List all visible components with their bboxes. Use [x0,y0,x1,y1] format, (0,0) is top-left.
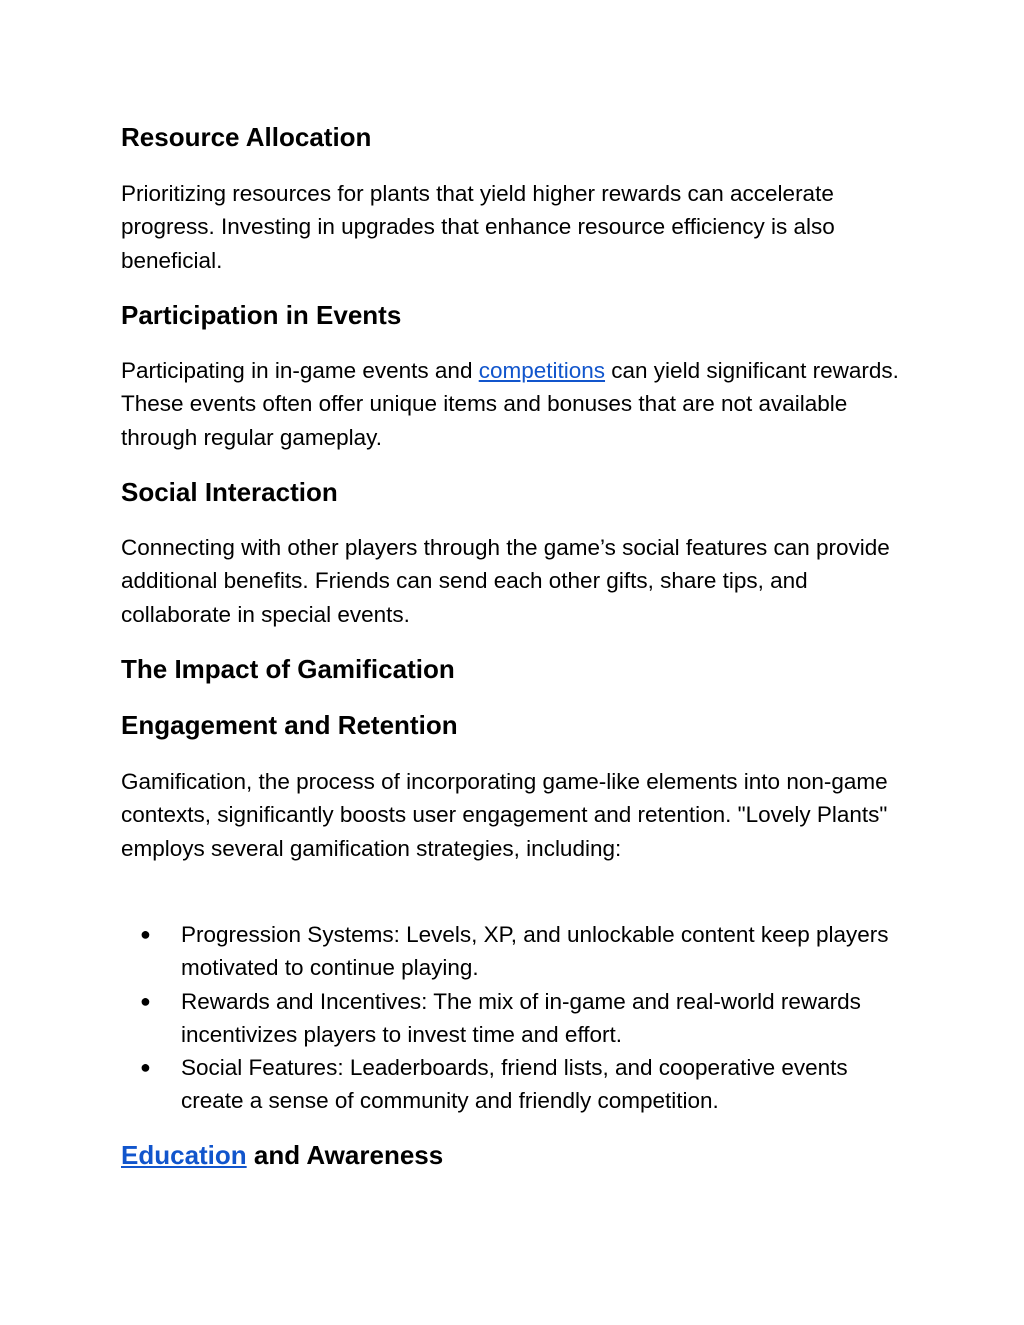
list-item-text: Social Features: Leaderboards, friend lists, and cooperative events create a sense of community and friendly competition. [181,1055,848,1114]
education-link[interactable]: Education [121,1140,247,1170]
list-item-text: Progression Systems: Levels, XP, and unlockable content keep players motivated to continue playing. [181,922,889,981]
heading-education-awareness [121,1138,443,1172]
paragraph-text-before-link: Participating in in-game events and [121,358,479,383]
heading-resource-allocation: Resource Allocation [121,122,372,152]
heading-impact-gamification: The Impact of Gamification [121,654,455,684]
gamification-strategies-list [121,918,911,1118]
bullet-icon: ● [140,1057,151,1078]
heading-participation-events: Participation in Events [121,300,402,330]
paragraph-resource-allocation: Prioritizing resources for plants that yield higher rewards can accelerate progress. Investing in upgrades that enhance resource efficiency is also beneficial. [121,181,835,273]
list-item [121,1051,911,1118]
paragraph-participation-events [121,354,911,454]
heading-engagement-retention: Engagement and Retention [121,710,458,740]
list-item [121,918,911,985]
paragraph-engagement-retention: Gamification, the process of incorporating game-like elements into non-game contexts, significantly boosts user engagement and retention. "Lovely Plants" employs several gamification strategies, including: [121,769,888,861]
list-item-text: Rewards and Incentives: The mix of in-game and real-world rewards incentivizes players to invest time and effort. [181,988,861,1047]
heading-social-interaction: Social Interaction [121,477,338,507]
paragraph-text-after-link: can yield significant rewards. These events often offer unique items and bonuses that are not available through regular gameplay. [121,358,899,450]
competitions-link[interactable]: competitions [478,358,606,383]
heading-rest-text: and Awareness [246,1140,444,1170]
list-item [121,985,911,1052]
paragraph-social-interaction: Connecting with other players through the game’s social features can provide additional benefits. Friends can send each other gifts, share tips, and collaborate in special events. [121,535,890,627]
bullet-icon: ● [140,924,151,944]
bullet-icon: ● [140,990,151,1011]
